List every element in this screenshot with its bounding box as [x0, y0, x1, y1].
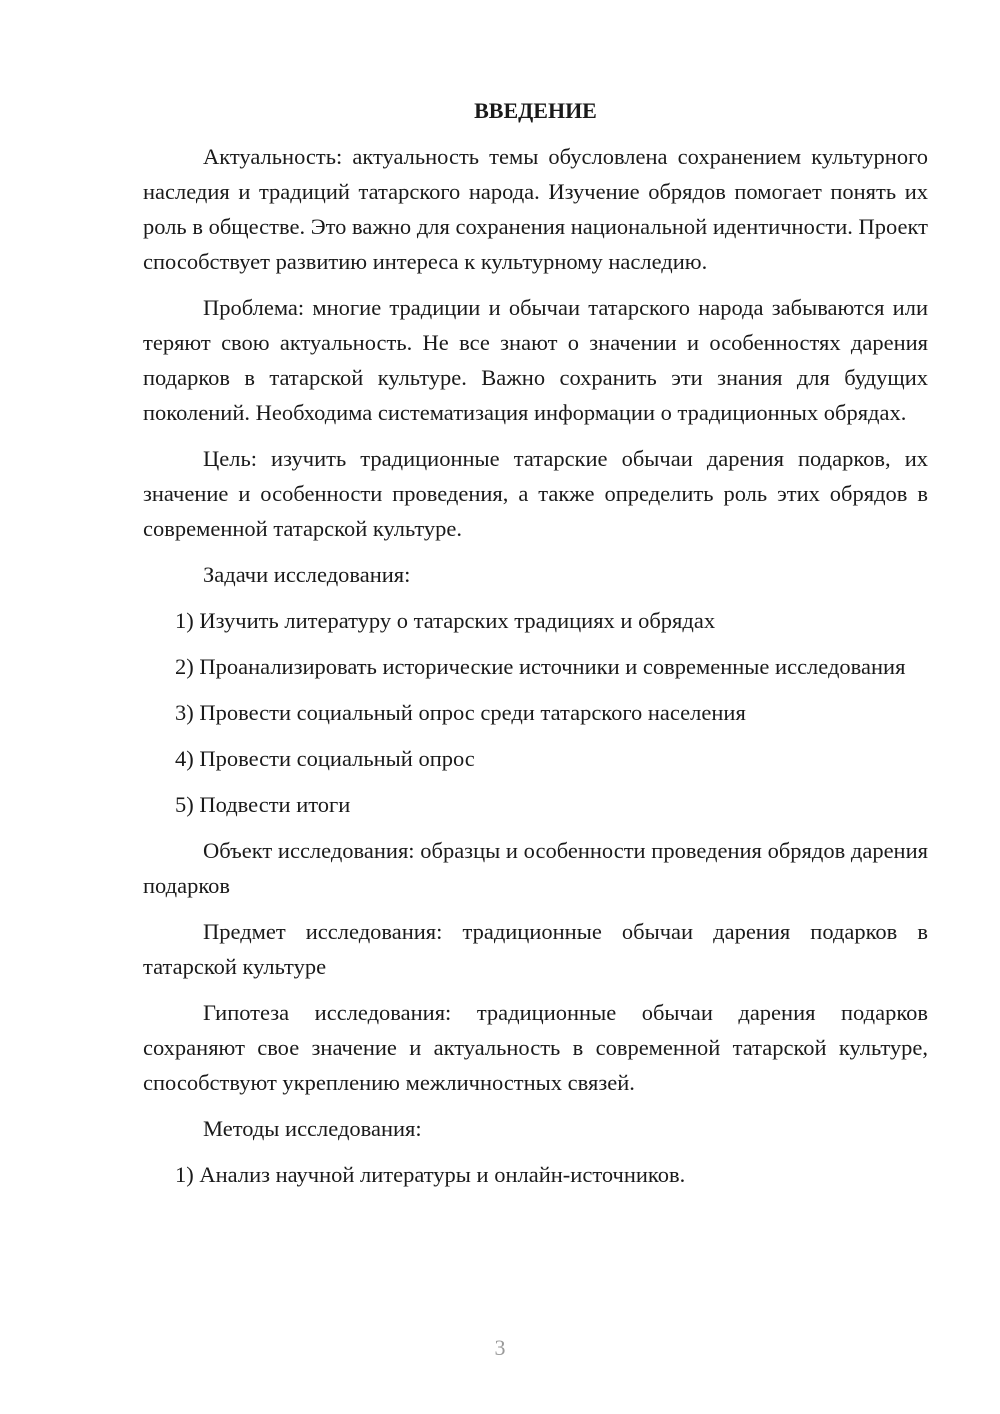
- tasks-heading: Задачи исследования:: [203, 562, 411, 587]
- page-number: 3: [494, 1335, 506, 1360]
- document-page: [143, 96, 928, 1203]
- paragraph-relevance: Актуальность: актуальность темы обусловлена сохранением культурного наследия и традиций татарского народа. Изучение обрядов помогает понять их роль в обществе. Это важно для сохранения национальной идентичности. Проект способствует развитию интереса к культурному наследию.: [143, 144, 928, 274]
- paragraph-object: Объект исследования: образцы и особенности проведения обрядов дарения подарков: [143, 838, 928, 898]
- task-item-1: 1) Изучить литературу о татарских традициях и обрядах: [175, 608, 716, 633]
- section-title: ВВЕДЕНИЕ: [474, 98, 597, 123]
- task-item-3: 3) Провести социальный опрос среди татарского населения: [175, 700, 746, 725]
- task-item-2: 2) Проанализировать исторические источники и современные исследования: [175, 654, 906, 679]
- paragraph-hypothesis: Гипотеза исследования: традиционные обычаи дарения подарков сохраняют свое значение и актуальность в современной татарской культуре, способствуют укреплению межличностных связей.: [143, 1000, 928, 1095]
- paragraph-goal: Цель: изучить традиционные татарские обычаи дарения подарков, их значение и особенности проведения, а также определить роль этих обрядов в современной татарской культуре.: [143, 446, 928, 541]
- task-item-5: 5) Подвести итоги: [175, 792, 351, 817]
- task-item-4: 4) Провести социальный опрос: [175, 746, 475, 771]
- paragraph-subject: Предмет исследования: традиционные обычаи дарения подарков в татарской культуре: [143, 919, 928, 979]
- paragraph-problem: Проблема: многие традиции и обычаи татарского народа забываются или теряют свою актуальность. Не все знают о значении и особенностях дарения подарков в татарской культуре. Важно сохранить эти знания для будущих поколений. Необходима систематизация информации о традиционных обрядах.: [143, 295, 928, 425]
- method-item-1: 1) Анализ научной литературы и онлайн-источников.: [175, 1162, 686, 1187]
- methods-heading: Методы исследования:: [203, 1116, 422, 1141]
